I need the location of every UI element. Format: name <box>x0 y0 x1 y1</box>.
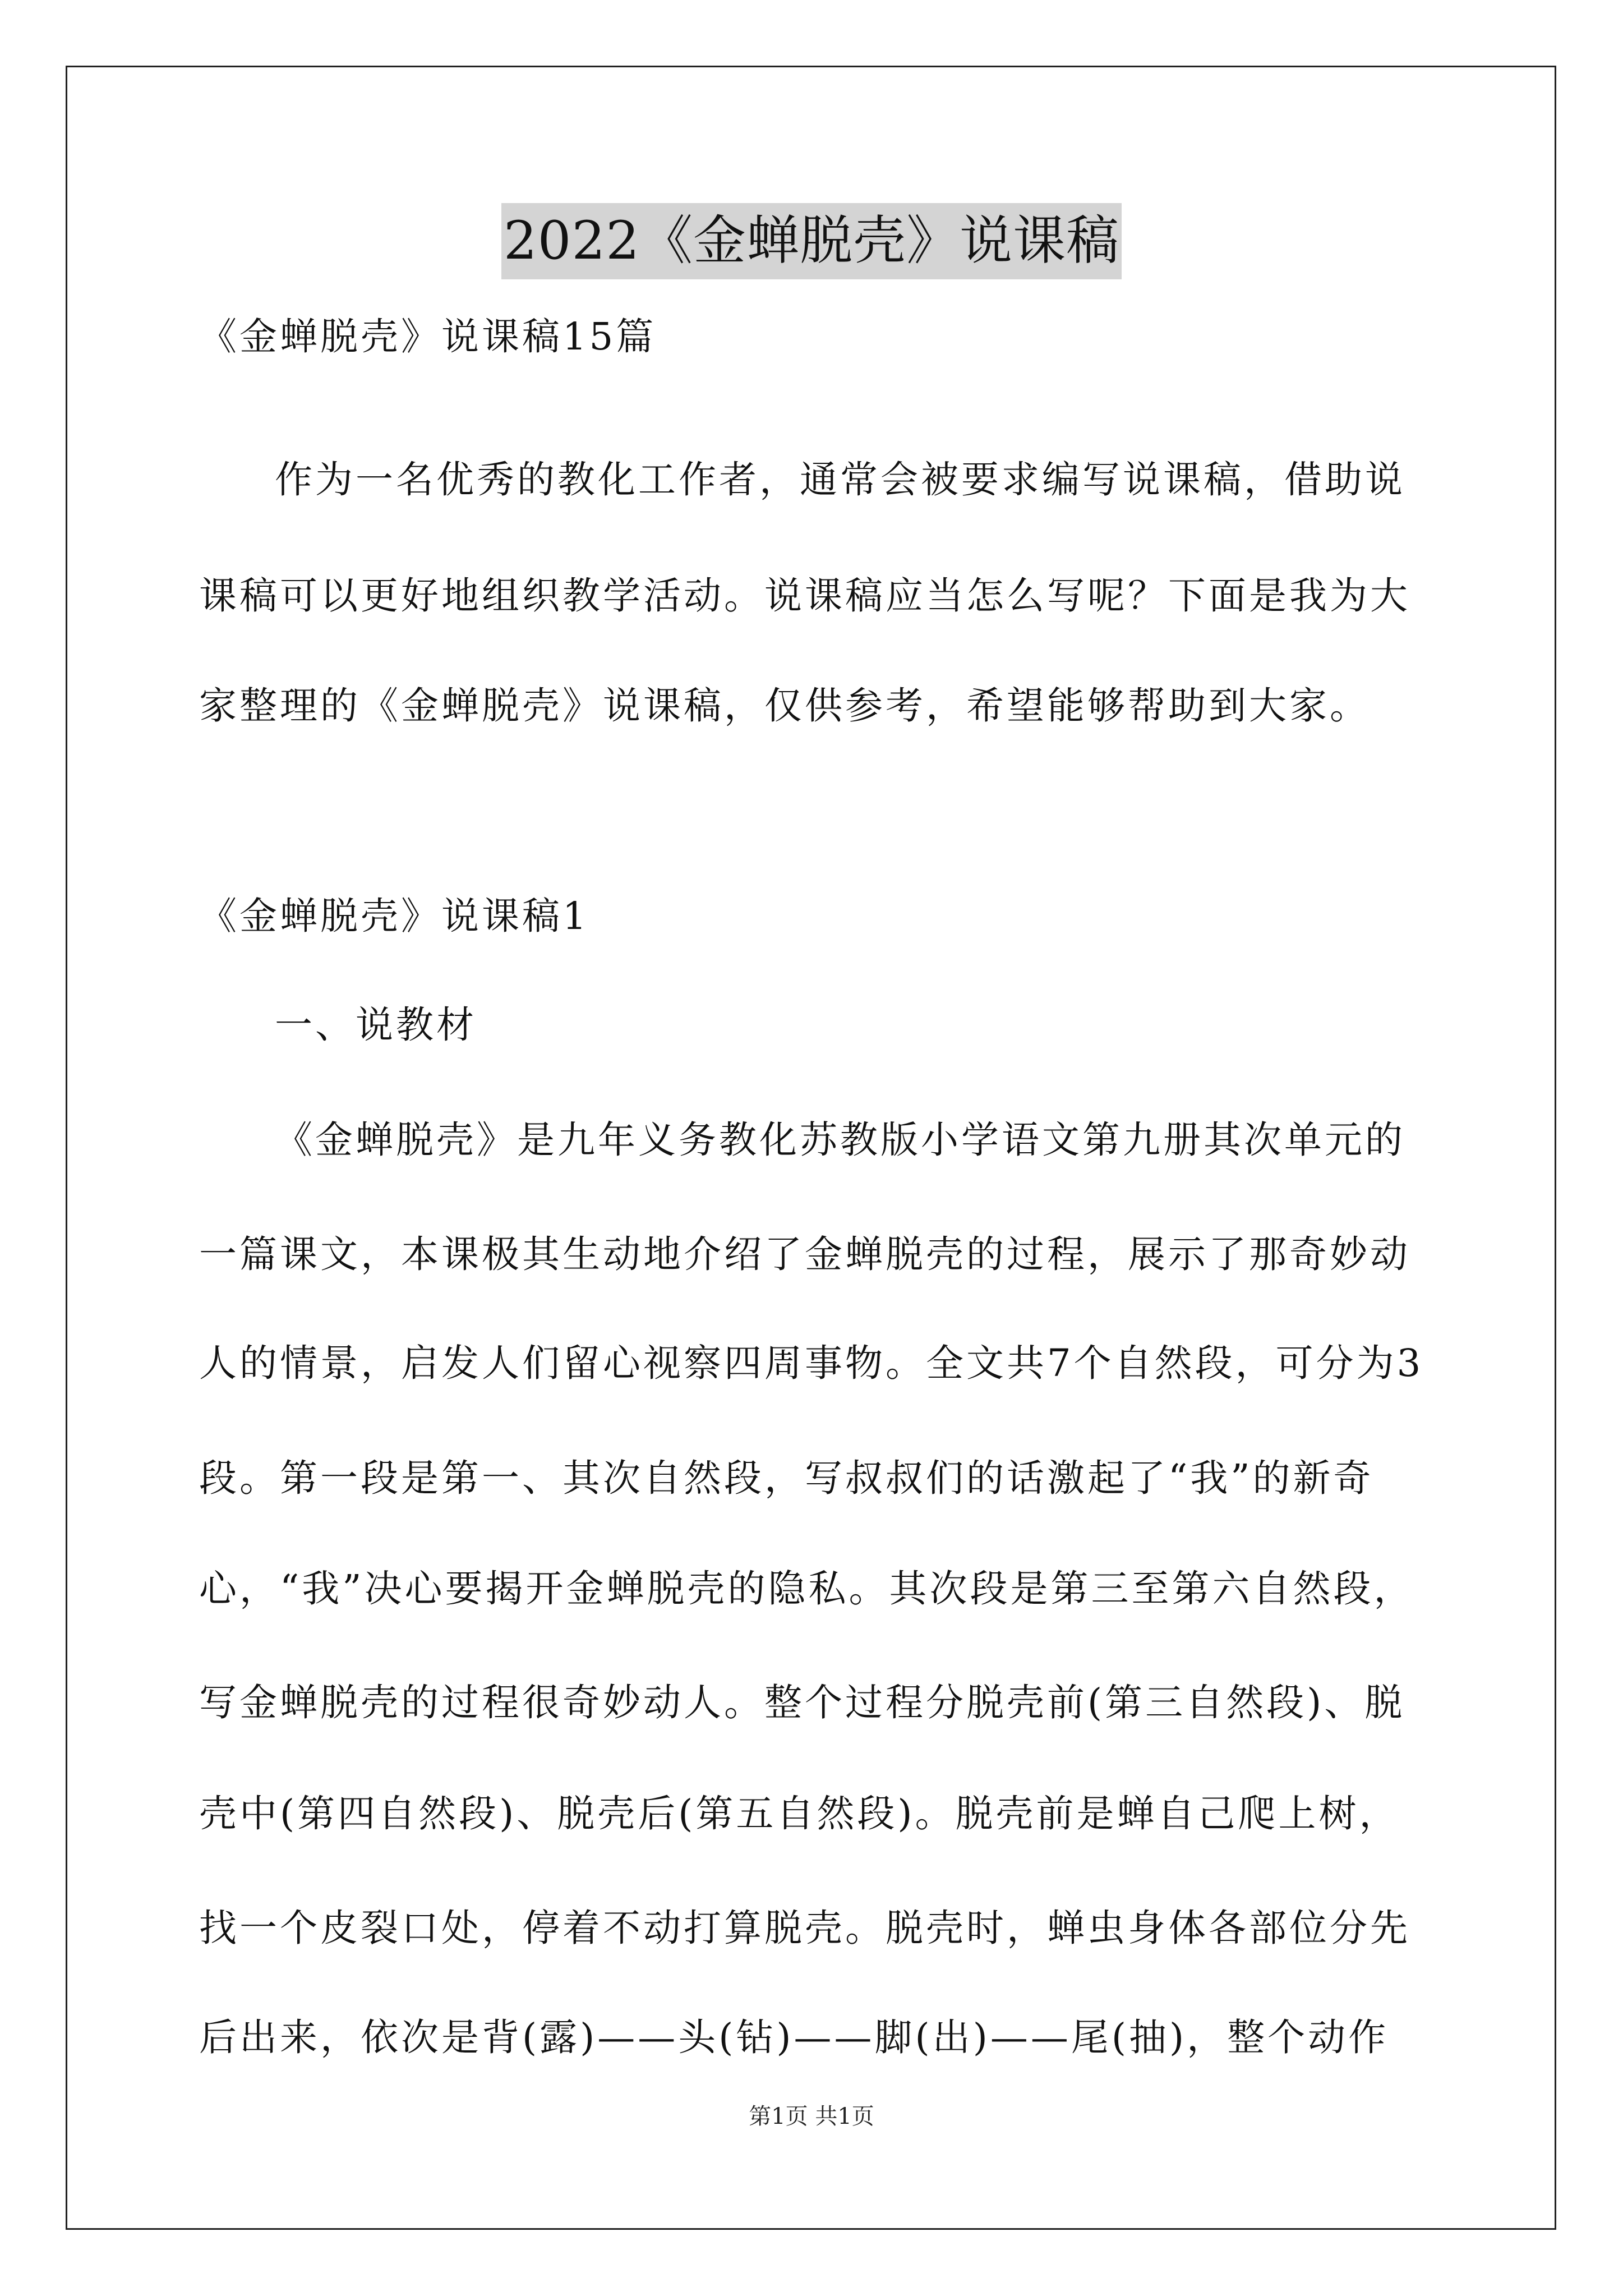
subtitle: 《金蝉脱壳》说课稿15篇 <box>199 315 657 358</box>
body-line: 壳中(第四自然段)、脱壳后(第五自然段)。脱壳前是蝉自己爬上树， <box>199 1792 1400 1835</box>
intro-line: 作为一名优秀的教化工作者，通常会被要求编写说课稿，借助说 <box>275 458 1405 501</box>
section-title: 《金蝉脱壳》说课稿1 <box>199 894 589 938</box>
body-line: 一篇课文，本课极其生动地介绍了金蝉脱壳的过程，展示了那奇妙动 <box>199 1232 1410 1276</box>
intro-line: 家整理的《金蝉脱壳》说课稿，仅供参考，希望能够帮助到大家。 <box>199 684 1370 728</box>
body-line: 写金蝉脱壳的过程很奇妙动人。整个过程分脱壳前(第三自然段)、脱 <box>199 1681 1405 1724</box>
section-heading: 一、说教材 <box>275 1003 477 1047</box>
body-line: 人的情景，启发人们留心视察四周事物。全文共7个自然段，可分为3 <box>199 1341 1424 1385</box>
page-footer: 第1页 共1页 <box>749 2104 874 2129</box>
body-line: 后出来，依次是背(露)——头(钻)——脚(出)——尾(抽)，整个动作 <box>199 2016 1389 2059</box>
body-line: 找一个皮裂口处，停着不动打算脱壳。脱壳时，蝉虫身体各部位分先 <box>199 1906 1410 1950</box>
intro-line: 课稿可以更好地组织教学活动。说课稿应当怎么写呢？下面是我为大 <box>199 574 1410 618</box>
body-line: 《金蝉脱壳》是九年义务教化苏教版小学语文第九册其次单元的 <box>275 1118 1405 1162</box>
body-line: 心，“我”决心要揭开金蝉脱壳的隐私。其次段是第三至第六自然段， <box>199 1567 1414 1611</box>
title-wrap <box>0 203 1623 279</box>
document-title: 2022《金蝉脱壳》说课稿 <box>501 203 1122 279</box>
body-line: 段。第一段是第一、其次自然段，写叔叔们的话激起了“我”的新奇 <box>199 1456 1374 1500</box>
